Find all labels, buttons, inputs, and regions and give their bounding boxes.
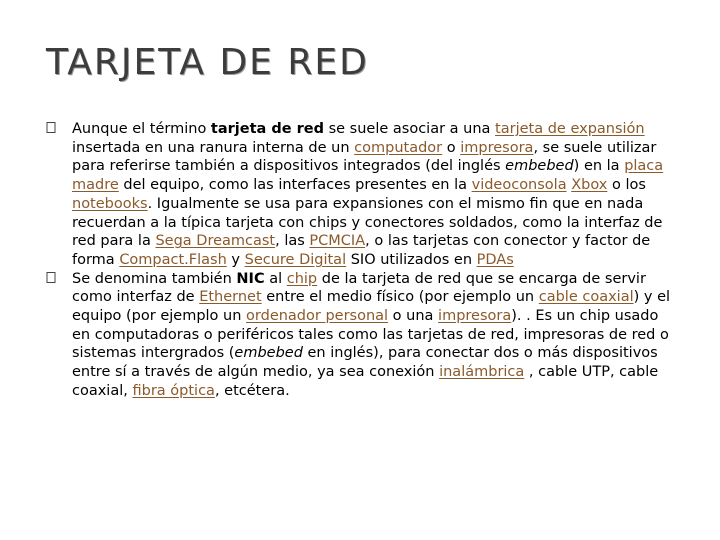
text-span: ) en la bbox=[573, 158, 625, 175]
hyperlink[interactable]: impresora bbox=[438, 308, 512, 325]
text-span: se suele asociar a una bbox=[323, 121, 496, 137]
text-span: embebed bbox=[505, 158, 574, 175]
page-title: TARJETA DE RED bbox=[46, 42, 369, 83]
text-span: , etcétera. bbox=[214, 382, 290, 399]
text-span: o bbox=[442, 139, 461, 156]
bullet-item bbox=[46, 270, 676, 401]
text-span: NIC bbox=[236, 270, 265, 287]
bullet-text bbox=[72, 270, 676, 401]
text-span: en inglés), para conectar dos o más dispositivos entre sí a través de algún medio, ya sea conexión bbox=[72, 345, 658, 381]
text-span: del equipo, como las interfaces presentes en la bbox=[118, 177, 472, 194]
hyperlink[interactable]: Xbox bbox=[571, 177, 608, 194]
text-span: ) y el equipo (por ejemplo un bbox=[72, 289, 671, 325]
text-span: , cable UTP, cable coaxial, bbox=[72, 364, 659, 399]
text-span: o los bbox=[607, 177, 646, 194]
square-bullet-icon bbox=[46, 270, 72, 291]
text-span: o una bbox=[388, 308, 439, 325]
hyperlink[interactable]: fibra óptica bbox=[132, 382, 215, 399]
square-bullet-icon bbox=[46, 120, 72, 141]
hyperlink[interactable]: Sega Dreamcast bbox=[155, 233, 276, 250]
text-span: SIO utilizados en bbox=[346, 251, 477, 268]
text-span: insertada en una ranura interna de un bbox=[72, 139, 355, 156]
hyperlink[interactable]: Ethernet bbox=[199, 289, 262, 306]
hyperlink[interactable]: PDAs bbox=[476, 251, 514, 268]
text-span: Aunque el término bbox=[72, 121, 211, 137]
hyperlink[interactable]: computador bbox=[354, 139, 443, 156]
text-span: . Igualmente se usa para expansiones con el mismo fin que en nada recuerdan a la típica tarjeta con chips y conectores soldados, como la interfaz de red para la bbox=[72, 195, 663, 250]
hyperlink[interactable]: ordenador personal bbox=[246, 308, 389, 325]
text-span: , o las tarjetas con conector y factor de forma bbox=[72, 233, 651, 268]
text-span: Se denomina también bbox=[72, 270, 237, 287]
text-span: tarjeta de red bbox=[210, 121, 324, 137]
hyperlink[interactable]: inalámbrica bbox=[439, 364, 525, 381]
text-span: de la tarjeta de red que se encarga de servir como interfaz de bbox=[72, 270, 646, 306]
text-span: embebed bbox=[234, 345, 303, 362]
bullet-item bbox=[46, 120, 676, 270]
text-span: , las bbox=[275, 233, 310, 250]
hyperlink[interactable]: impresora bbox=[460, 139, 534, 156]
hyperlink[interactable]: videoconsola bbox=[471, 177, 567, 194]
hyperlink[interactable]: notebooks bbox=[72, 195, 148, 212]
bullet-text bbox=[72, 120, 676, 270]
hyperlink[interactable]: chip bbox=[286, 270, 318, 287]
hyperlink[interactable]: Secure Digital bbox=[244, 251, 347, 268]
text-span: , se suele utilizar para referirse también a dispositivos integrados (del inglés bbox=[72, 139, 657, 175]
hyperlink[interactable]: placa madre bbox=[72, 158, 664, 194]
hyperlink[interactable]: cable coaxial bbox=[538, 289, 634, 306]
hyperlink[interactable]: Compact.Flash bbox=[119, 251, 227, 268]
text-span: al bbox=[264, 270, 287, 287]
text-span: y bbox=[226, 251, 245, 268]
text-span: entre el medio físico (por ejemplo un bbox=[261, 289, 539, 306]
slide-body bbox=[46, 120, 676, 401]
hyperlink[interactable]: PCMCIA bbox=[309, 233, 366, 250]
text-span: ). . Es un chip usado en computadoras o periféricos tales como las tarjetas de red, impresoras de red o sistemas intergrados ( bbox=[72, 308, 669, 362]
hyperlink[interactable]: tarjeta de expansión bbox=[495, 121, 645, 137]
